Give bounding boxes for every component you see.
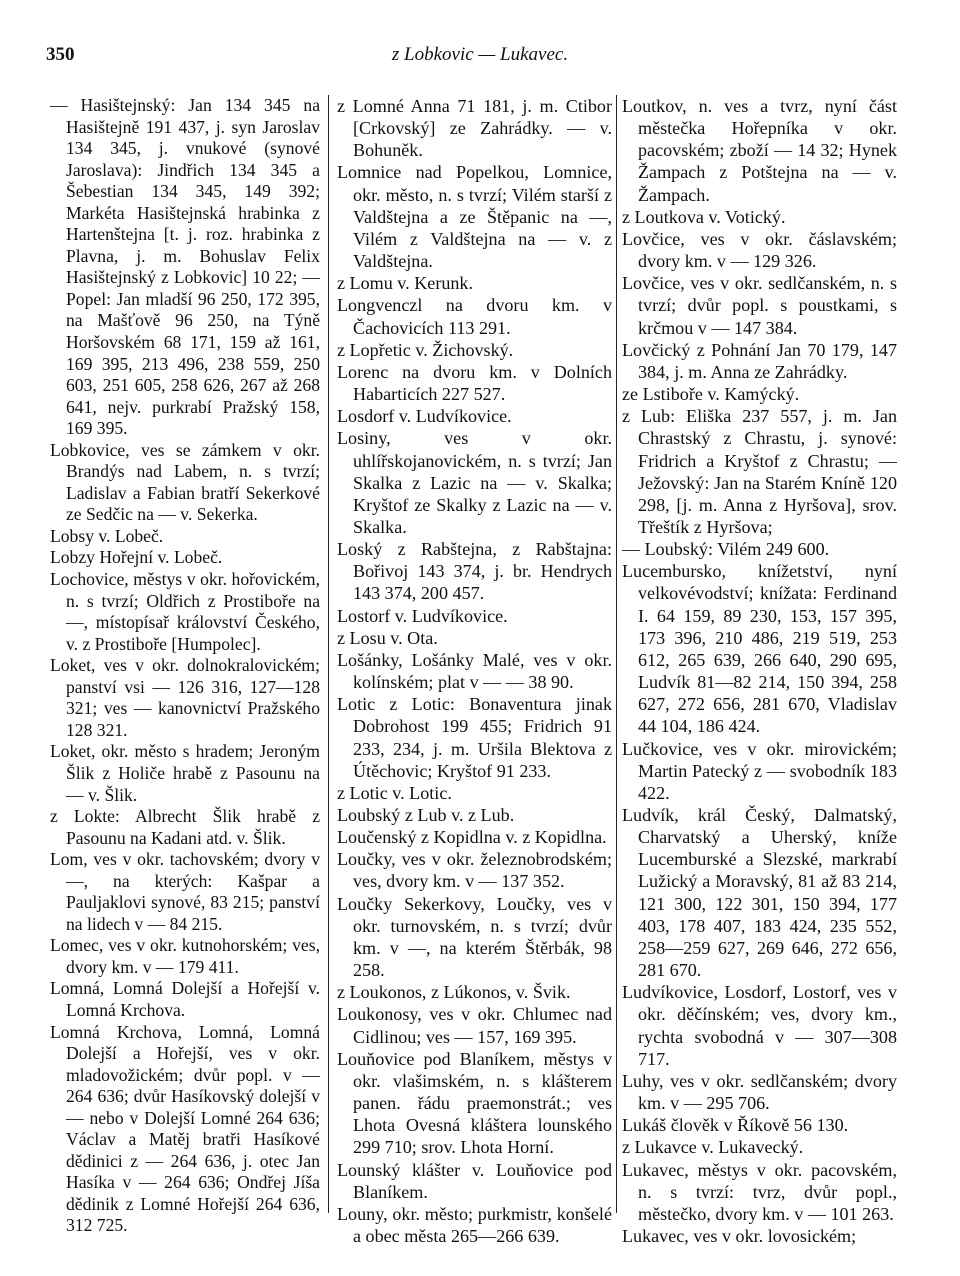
index-entry-text: Lochovice, městys v okr. hořovickém, n. s tvrzí; Oldřich z Prostiboře na —, místopísař království Českého, v. z Prostiboře [Humpolec]. (50, 569, 325, 654)
index-entry (337, 981, 612, 1003)
index-entry-text: Lovčice, ves v okr. čáslavském; dvory km. v — 129 326. (622, 228, 902, 272)
index-entry (337, 95, 617, 161)
index-entry (337, 848, 617, 892)
index-entry (622, 228, 902, 272)
column-divider (328, 95, 329, 1213)
index-entry (50, 547, 320, 569)
index-entry-text: Lukavec, ves v okr. lovosickém; (622, 1225, 857, 1246)
index-entry-text: Lukáš člověk v Říkově 56 130. (622, 1115, 849, 1136)
index-entry (622, 272, 902, 338)
index-entry (337, 1003, 617, 1047)
index-entry (622, 1136, 897, 1158)
index-entry (337, 693, 617, 782)
index-entry (337, 161, 617, 272)
page-number: 350 (46, 44, 75, 65)
index-entry (622, 1114, 897, 1136)
index-entry-text: Lomná, Lomná Dolejší a Hořejší v. Lomná Krchova. (50, 978, 325, 1020)
index-entry-text: z Lub: Eliška 237 557, j. m. Jan Chrastský z Chrastu, j. synové: Fridrich a Kryštof z Chrastu; — Ježovský: Jan na Starém Kníně 120 298, [j. m. Anna z Hyršova], srov. Třeštík z Hyršova; (622, 406, 902, 537)
index-entry-text: Lobsy v. Lobeč. (50, 525, 164, 546)
index-entry (50, 978, 325, 1021)
index-entry (337, 649, 617, 693)
index-entry (622, 738, 902, 804)
index-entry-text: Ludvíkovice, Losdorf, Lostorf, ves v okr. děčínském; ves, dvory km., rychta svobodná v — 307—308 717. (622, 982, 902, 1069)
index-entry (622, 981, 902, 1070)
index-entry-text: Louňovice pod Blaníkem, městys v okr. vlašimském, n. s klášterem panen. řádu praemonstrát.; ves Lhota Ovesná kláštera lounského 299 710; srov. Lhota Horní. (337, 1048, 617, 1158)
index-entry (337, 272, 612, 294)
index-entry-text: Lucembursko, knížetství, nyní velkovévodství; knížata: Ferdinand I. 64 159, 89 230, 153, 157 395, 173 396, 210 486, 219 519, 253 612, 265 639, 266 640, 290 695, Ludvík 81—82 214, 150 394, 258 627, 272 656, 281 670, Vladislav 44 104, 186 424. (622, 561, 902, 737)
index-entry (337, 804, 612, 826)
index-entry-text: z Loutkova v. Votický. (622, 206, 786, 227)
index-entry-text: Lomnice nad Popelkou, Lomnice, okr. město, n. s tvrzí; Vilém starší z Valdštejna a ze Štěpanic na —, Vilém z Valdštejna na — v. z Valdštejna. (337, 162, 617, 272)
index-entry-text: Losiny, ves v okr. uhlířskojanovickém, n. s tvrzí; Jan Skalka z Lazic na — v. Skalka; Kryštof ze Skalky z Lazic na — v. Skalka. (337, 428, 617, 537)
index-entry (337, 1048, 617, 1159)
index-entry (337, 782, 612, 804)
index-entry-text: Loučky Sekerkovy, Loučky, ves v okr. turnovském, n. s tvrzí; dvůr km. v —, na kterém Štěrbák, 98 258. (337, 893, 617, 981)
index-entry (622, 95, 902, 206)
index-entry-text: Lorenc na dvoru km. v Dolních Habarticích 227 527. (337, 361, 617, 405)
index-entry-text: z Lomu v. Kerunk. (337, 273, 474, 294)
page-header (46, 44, 914, 70)
index-entry-text: Lotic z Lotic: Bonaventura jinak Dobrohost 199 455; Fridrich 91 233, 234, j. m. Uršila Blektova z Útěchovic; Kryštof 91 233. (337, 694, 617, 781)
index-entry-text: Lošánky, Lošánky Malé, ves v okr. kolínském; plat v — — 38 90. (337, 649, 617, 693)
index-entry-text: Lounský klášter v. Louňovice pod Blaníkem. (337, 1159, 617, 1202)
index-entry (622, 1159, 902, 1225)
index-entry (50, 741, 325, 806)
index-entry-text: Lomná Krchova, Lomná, Lomná Dolejší a Hořejší, ves v okr. mladovožickém; dvůr popl. v — 264 636; dvůr Hasíkovský dolejší v — nebo v Dolejší Lomné 264 636; Václav a Matěj bratři Hasíkové dědinici z — 264 636, j. otec Jan Hasíka v — 264 636; Ondřej Jíša dědinik z Lomné Hořejší 264 636, 312 725. (50, 1021, 325, 1236)
index-entry (50, 95, 325, 440)
index-entry (50, 935, 325, 978)
index-entry-text: Ludvík, král Český, Dalmatský, Charvatský a Uherský, kníže Lucemburské a Slezské, markrabí Lužický a Moravský, 81 až 83 214, 121 300, 122 301, 150 394, 177 403, 178 407, 183 424, 235 552, 258—259 627, 269 646, 272 656, 281 670. (622, 805, 902, 981)
index-entry-text: z Lokte: Albrecht Šlik hrabě z Pasounu na Kadani atd. v. Šlik. (50, 806, 325, 848)
index-entry (50, 526, 320, 548)
index-entry (337, 339, 612, 361)
index-entry-text: z Lopřetic v. Žichovský. (337, 339, 514, 360)
index-entry-text: Loučky, ves v okr. železnobrodském; ves, dvory km. v — 137 352. (337, 849, 617, 892)
index-entry-text: Loket, ves v okr. dolnokralovickém; panství vsi — 126 316, 127—128 321; ves — kanovnictví Pražského 128 321. (50, 655, 325, 740)
index-entry-text: Loukonosy, ves v okr. Chlumec nad Cidlinou; ves — 157, 169 395. (337, 1004, 617, 1047)
index-entry (50, 1021, 325, 1237)
index-entry-text: — Hasištejnský: Jan 134 345 na Hasištejně 191 437, j. syn Jaroslav 134 345, j. vnukové (synové Jaroslava): Jindřich 134 345 a Šebestian 134 345, 149 392; Markéta Hasištejnská hrabinka z Hartenštejna [t. j. roz. hrabinka z Plavna, j. m. Bohuslav Felix Hasištejnský z Lobkovic] 10 22; — Popel: Jan mladší 96 250, 172 395, na Mašťově 96 250, na Týně Horšovském 68 171, 159 až 161, 169 395, 213 496, 238 559, 250 603, 251 605, 258 626, 267 až 268 641, nejv. purkrabí Pražský 158, 169 395. (50, 95, 325, 439)
index-entry-text: Loket, okr. město s hradem; Jeroným Šlik z Holiče hrabě z Pasounu na — v. Šlik. (50, 741, 325, 805)
index-entry-text: Lovčický z Pohnání Jan 70 179, 147 384, j. m. Anna ze Zahrádky. (622, 339, 902, 382)
index-entry (622, 405, 902, 538)
index-entry-text: ze Lstiboře v. Kamýcký. (622, 384, 800, 405)
index-entry (622, 383, 897, 405)
index-entry (337, 893, 617, 982)
index-entry-text: Loutkov, n. ves a tvrz, nyní část městečka Hořepníka v okr. pacovském; zboží — 14 32; Hynek Žampach z Potštejna na — v. Žampach. (622, 96, 902, 205)
index-entry (337, 405, 612, 427)
index-entry-text: z Losu v. Ota. (337, 627, 438, 648)
index-entry-text: z Lomné Anna 71 181, j. m. Ctibor [Crkovský] ze Zahrádky. — v. Bohuněk. (337, 96, 617, 161)
index-entry-text: Luhy, ves v okr. sedlčanském; dvory km. v — 295 706. (622, 1070, 902, 1114)
index-entry (50, 849, 325, 935)
index-entry (622, 804, 902, 981)
index-entry-text: Lukavec, městys v okr. pacovském, n. s tvrzí: tvrz, dvůr popl., městečko, dvory km. v — 101 263. (622, 1159, 902, 1224)
index-entry-text: Lučkovice, ves v okr. mirovickém; Martin Patecký z — svobodník 183 422. (622, 738, 902, 803)
index-entry (337, 1203, 617, 1247)
index-entry (50, 439, 325, 526)
index-entry-text: z Lukavce v. Lukavecký. (622, 1137, 804, 1158)
index-entry (337, 294, 617, 338)
index-column-1 (50, 95, 325, 1237)
index-entry-text: Loský z Rabštejna, z Rabštajna: Bořivoj 143 374, j. br. Hendrych 143 374, 200 457. (337, 539, 617, 604)
index-entry (622, 538, 897, 560)
index-entry-text: Loučenský z Kopidlna v. z Kopidlna. (337, 827, 607, 848)
index-entry (337, 605, 612, 627)
index-entry-text: Louny, okr. město; purkmistr, konšelé a obec města 265—266 639. (337, 1203, 617, 1246)
index-entry-text: z Loukonos, z Lúkonos, v. Švik. (337, 982, 571, 1003)
index-entry (622, 1225, 897, 1247)
index-entry-text: Lom, ves v okr. tachovském; dvory v —, na kterých: Kašpar a Pauljaklovi synové, 83 215; panství na lidech v — 84 215. (50, 849, 325, 934)
index-entry (50, 806, 325, 849)
index-entry-text: Lomec, ves v okr. kutnohorském; ves, dvory km. v — 179 411. (50, 935, 325, 977)
index-entry (622, 1070, 902, 1114)
index-column-3 (622, 95, 902, 1247)
index-entry-text: — Loubský: Vilém 249 600. (622, 539, 830, 560)
index-entry (337, 627, 612, 649)
index-entry-text: Losdorf v. Ludvíkovice. (337, 406, 512, 427)
index-entry (337, 427, 617, 538)
index-entry (622, 339, 902, 383)
index-entry-text: Lostorf v. Ludvíkovice. (337, 605, 508, 626)
index-entry-text: z Lotic v. Lotic. (337, 782, 452, 803)
index-entry-text: Loubský z Lub v. z Lub. (337, 805, 515, 825)
running-title: z Lobkovic — Lukavec. (391, 44, 569, 65)
index-column-2 (337, 95, 617, 1247)
index-entry (337, 361, 617, 405)
index-entry-text: Lobzy Hořejní v. Lobeč. (50, 547, 223, 568)
index-entry-text: Lobkovice, ves se zámkem v okr. Brandýs nad Labem, n. s tvrzí; Ladislav a Fabian bratří Sekerkové ze Sedčic na — v. Sekerka. (50, 439, 325, 525)
index-entry (337, 826, 612, 848)
index-entry (337, 1159, 617, 1203)
index-entry (622, 560, 902, 737)
index-entry (50, 655, 325, 741)
index-entry (50, 569, 325, 655)
index-entry (337, 538, 617, 604)
index-entry-text: Longvenczl na dvoru km. v Čachovicích 113 291. (337, 295, 617, 338)
index-entry (622, 206, 897, 228)
index-entry-text: Lovčice, ves v okr. sedlčanském, n. s tvrzí; dvůr popl. s poustkami, s krčmou v — 147 384. (622, 273, 902, 338)
